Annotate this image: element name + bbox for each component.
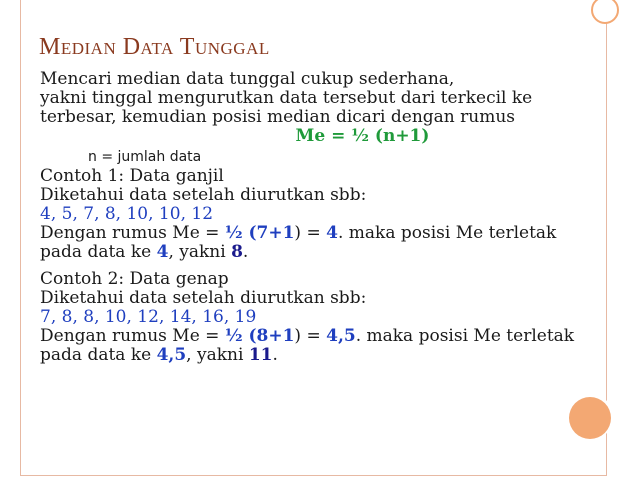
example1-calc-line xyxy=(40,224,605,243)
text: Dengan rumus Me = xyxy=(40,223,225,243)
text: Dengan rumus Me = xyxy=(40,326,225,346)
example1-heading: Contoh 1: Data ganjil xyxy=(40,166,224,186)
median-value: 11 xyxy=(248,345,273,365)
example2-known: Diketahui data setelah diurutkan sbb: xyxy=(40,288,367,308)
text: . maka posisi Me terletak xyxy=(337,223,557,243)
decorative-circle-top xyxy=(591,0,619,24)
median-value: 8 xyxy=(231,242,243,262)
intro-line: terbesar, kemudian posisi median dicari dengan rumus xyxy=(40,107,516,127)
example2-calc-line xyxy=(40,327,605,346)
position: 4,5 xyxy=(156,345,187,365)
position: 4 xyxy=(156,242,169,262)
example1-result-line xyxy=(40,243,605,262)
text: pada data ke xyxy=(40,345,157,365)
text: pada data ke xyxy=(40,242,157,262)
example2-data: 7, 8, 8, 10, 12, 14, 16, 19 xyxy=(40,307,257,327)
half: ½ xyxy=(224,326,243,346)
half: ½ xyxy=(224,223,243,243)
text: . maka posisi Me terletak xyxy=(355,326,575,346)
text: ) = xyxy=(294,223,327,243)
text: ) = xyxy=(294,326,327,346)
example1-known: Diketahui data setelah diurutkan sbb: xyxy=(40,185,367,205)
slide-body xyxy=(40,70,605,365)
text: . xyxy=(272,345,278,365)
example2-heading: Contoh 2: Data genap xyxy=(40,269,229,289)
paren: (7+1 xyxy=(242,223,295,243)
median-formula: Me = ½ (n+1) xyxy=(295,126,430,146)
intro-line: Mencari median data tunggal cukup sederhana, xyxy=(40,69,455,89)
text: , yakni xyxy=(168,242,232,262)
result: 4 xyxy=(326,223,338,243)
text: , yakni xyxy=(186,345,249,365)
decorative-circle xyxy=(569,397,611,439)
result: 4,5 xyxy=(326,326,356,346)
text: . xyxy=(242,242,249,262)
slide-title: Median Data Tunggal xyxy=(39,34,270,60)
example2-result-line xyxy=(40,346,605,365)
example1-data: 4, 5, 7, 8, 10, 10, 12 xyxy=(40,204,214,224)
paren: (8+1 xyxy=(242,326,295,346)
intro-line: yakni tinggal mengurutkan data tersebut dari terkecil ke xyxy=(40,88,533,108)
formula-note: n = jumlah data xyxy=(88,149,202,165)
